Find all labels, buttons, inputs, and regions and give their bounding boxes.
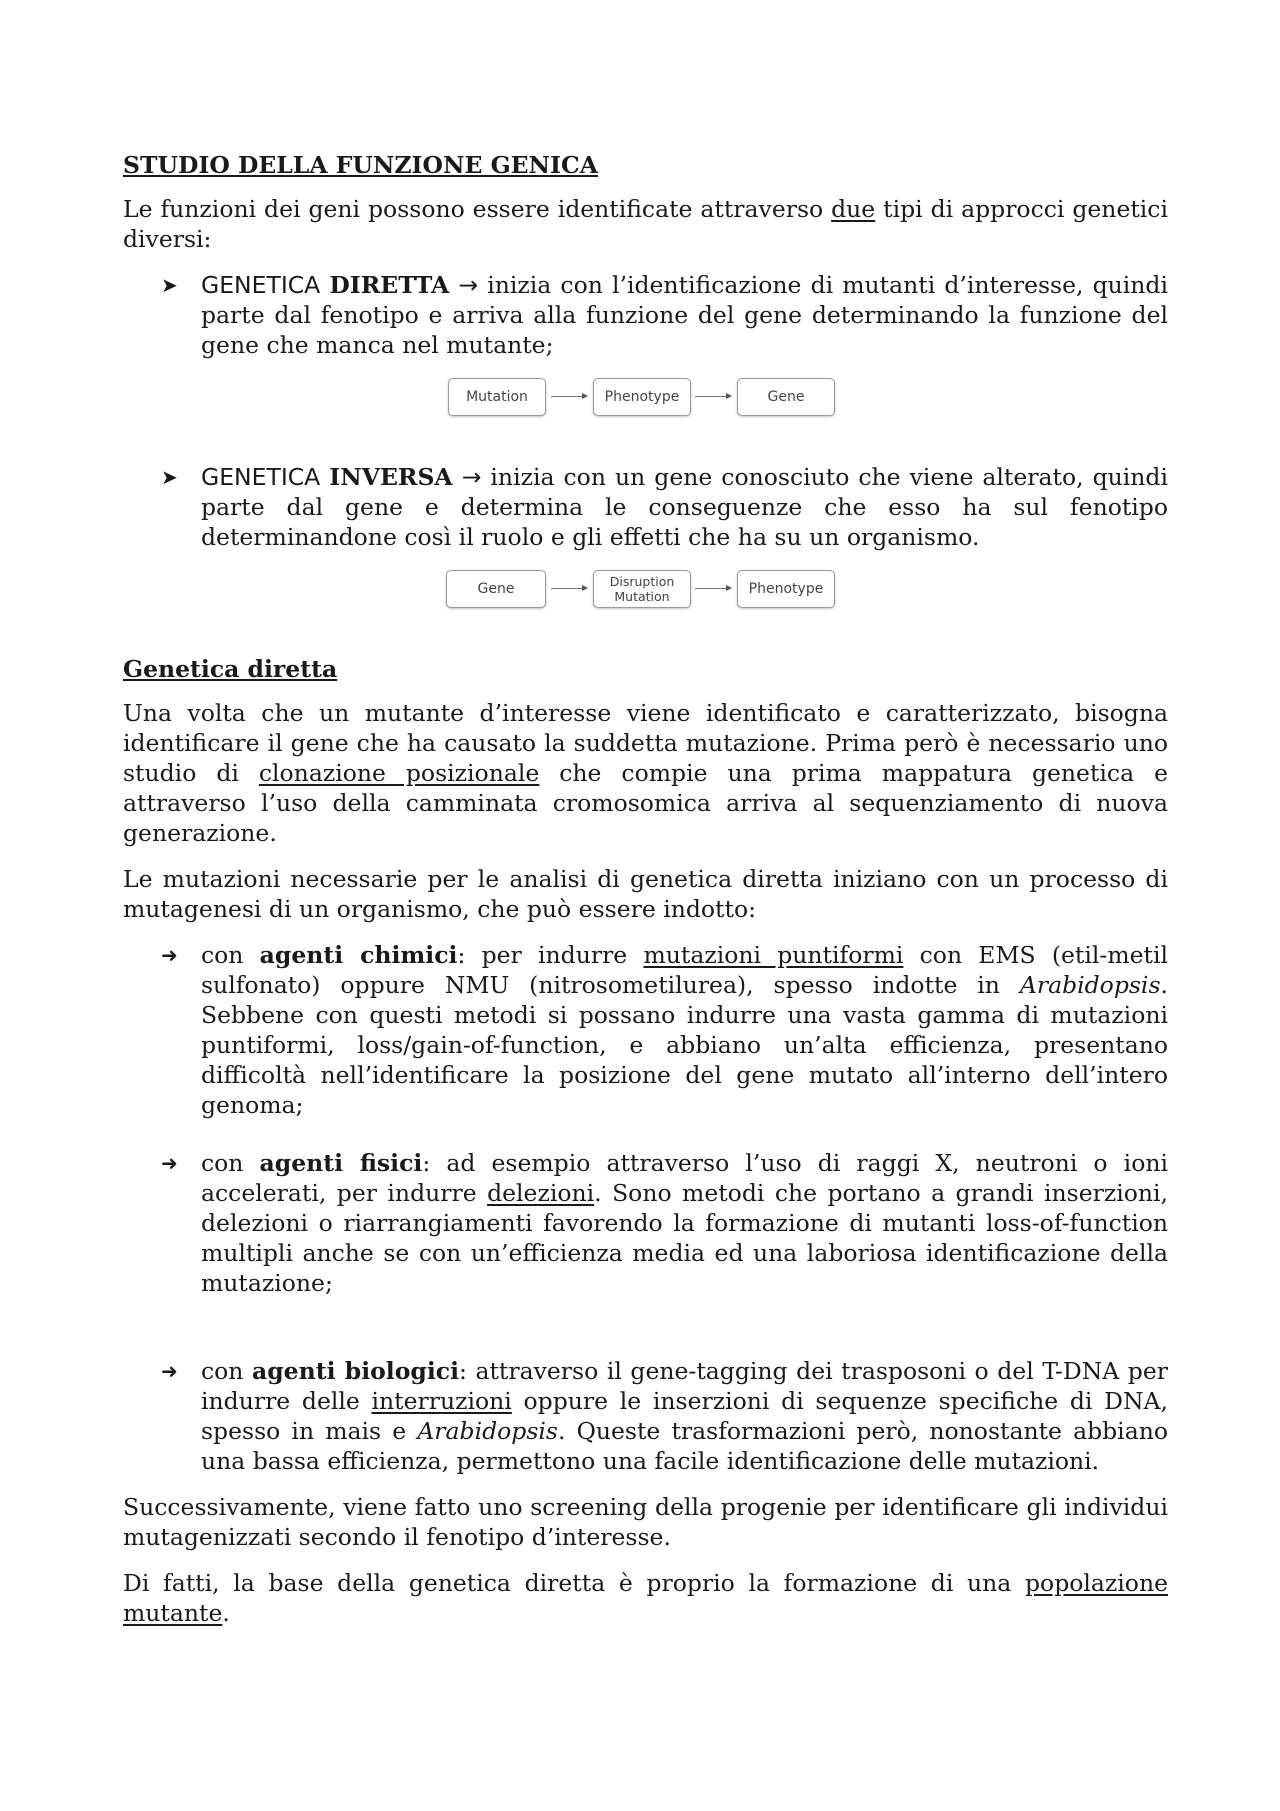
bold-arrow-bullet-icon: ➜: [161, 1359, 178, 1383]
intro-text-end: tipi di approcci genetici diversi:: [123, 195, 1168, 253]
agent-underlined: interruzioni: [371, 1387, 512, 1415]
agent-text: : ad esempio attraverso l’uso di raggi X, neutroni o ioni accelerati, per indurre: [201, 1149, 1168, 1207]
approach-prefix: GENETICA: [201, 463, 330, 491]
list-item-agenti-fisici: [123, 1148, 1168, 1298]
diagram-arrow: [551, 588, 587, 589]
bold-arrow-bullet-icon: ➜: [161, 943, 178, 967]
diagram-arrow: [695, 396, 731, 397]
agent-text: : attraverso il gene-tagging dei trasposoni o del T-DNA per indurre delle: [201, 1357, 1168, 1415]
agent-text: : per indurre: [457, 941, 644, 969]
arrowhead-bullet-icon: ➤: [161, 465, 178, 489]
section-paragraph-3: Successivamente, viene fatto uno screening della progenie per identificare gli individui mutagenizzati secondo il fenotipo d’interesse.: [123, 1493, 1168, 1551]
right-arrow-icon: →: [461, 463, 482, 491]
list-item-agenti-biologici: [123, 1356, 1168, 1476]
approach-name: DIRETTA: [329, 271, 450, 299]
list-item-genetica-diretta: [123, 270, 1168, 360]
reverse-genetics-diagram: [123, 570, 1168, 630]
agent-text: . Sono metodi che portano a grandi inserzioni, delezioni o riarrangiamenti favorendo la formazione di mutanti loss-of-function multipli anche se con un’efficienza media ed una laboriosa identificazione della mutazione;: [201, 1179, 1168, 1297]
paragraph-text: Di fatti, la base della genetica diretta è proprio la formazione di una: [123, 1569, 1025, 1597]
diagram-box-line-1: Disruption: [609, 574, 675, 589]
approaches-list: [123, 270, 1168, 360]
agent-text: oppure le inserzioni di sequenze specifiche di DNA, spesso in mais e: [201, 1387, 1168, 1445]
agent-name: agenti biologici: [252, 1357, 459, 1385]
intro-underlined: due: [831, 195, 876, 223]
diagram-arrow: [551, 396, 587, 397]
agent-italic: Arabidopsis: [1019, 971, 1161, 999]
agent-underlined: delezioni: [487, 1179, 595, 1207]
diagram-box-gene: Gene: [737, 378, 835, 416]
agent-prefix: con: [201, 1357, 253, 1385]
list-item-agenti-chimici: [123, 940, 1168, 1120]
paragraph-underlined: popolazione mutante: [123, 1569, 1168, 1627]
intro-text: Le funzioni dei geni possono essere identificate attraverso: [123, 195, 832, 223]
diagram-box-disruption-mutation: [593, 570, 691, 608]
approach-name: INVERSA: [329, 463, 453, 491]
arrowhead-bullet-icon: ➤: [161, 273, 178, 297]
agents-list: [123, 940, 1168, 1476]
paragraph-text: Una volta che un mutante d’interesse viene identificato e caratterizzato, bisogna identificare il gene che ha causato la suddetta mutazione. Prima però è necessario uno studio di: [123, 699, 1168, 787]
agent-text: con EMS (etil-metil sulfonato) oppure NMU (nitrosometilurea), spesso indotte in: [201, 941, 1169, 999]
agent-italic: Arabidopsis: [417, 1417, 558, 1445]
diagram-box-line-2: Mutation: [614, 589, 670, 604]
agent-text: . Sebbene con questi metodi si possano indurre una vasta gamma di mutazioni puntiformi, loss/gain-of-function, e abbiano un’alta efficienza, presentano difficoltà nell’identificare la posizione del gene mutato all’interno dell’intero genoma;: [201, 971, 1168, 1119]
paragraph-underlined: clonazione posizionale: [258, 759, 540, 787]
document-page: [123, 150, 1168, 1644]
right-arrow-icon: →: [458, 271, 479, 299]
agent-prefix: con: [201, 1149, 260, 1177]
intro-paragraph: [123, 194, 1168, 254]
agent-name: agenti chimici: [259, 941, 458, 969]
page-title: STUDIO DELLA FUNZIONE GENICA: [123, 151, 598, 179]
diagram-box-mutation: Mutation: [448, 378, 546, 416]
approaches-list-2: [123, 462, 1168, 552]
diagram-box-phenotype: Phenotype: [593, 378, 691, 416]
approach-prefix: GENETICA: [201, 271, 330, 299]
agent-prefix: con: [201, 941, 260, 969]
agent-text: . Queste trasformazioni però, nonostante abbiano una bassa efficienza, permettono una facile identificazione delle mutazioni.: [201, 1417, 1168, 1475]
section-paragraph-4: [123, 1568, 1168, 1628]
agent-underlined: mutazioni puntiformi: [643, 941, 904, 969]
paragraph-text-end: .: [222, 1599, 230, 1627]
paragraph-text-end: che compie una prima mappatura genetica e attraverso l’uso della camminata cromosomica arriva al sequenziamento di nuova generazione.: [123, 759, 1168, 847]
approach-description: inizia con l’identificazione di mutanti d’interesse, quindi parte dal fenotipo e arriva alla funzione del gene determinando la funzione del gene che manca nel mutante;: [201, 271, 1168, 359]
bold-arrow-bullet-icon: ➜: [161, 1151, 178, 1175]
section-paragraph-2: Le mutazioni necessarie per le analisi di genetica diretta iniziano con un processo di mutagenesi di un organismo, che può essere indotto:: [123, 865, 1168, 923]
agent-name: agenti fisici: [259, 1149, 423, 1177]
approach-description: inizia con un gene conosciuto che viene alterato, quindi parte dal gene e determina le conseguenze che esso ha sul fenotipo determinandone così il ruolo e gli effetti che ha su un organismo.: [201, 463, 1168, 551]
diagram-box-phenotype: Phenotype: [737, 570, 835, 608]
diagram-box-gene: Gene: [446, 570, 546, 608]
section-paragraph-1: [123, 698, 1168, 848]
section-heading: Genetica diretta: [123, 655, 338, 683]
diagram-arrow: [695, 588, 731, 589]
list-item-genetica-inversa: [123, 462, 1168, 552]
forward-genetics-diagram: [123, 378, 1168, 438]
